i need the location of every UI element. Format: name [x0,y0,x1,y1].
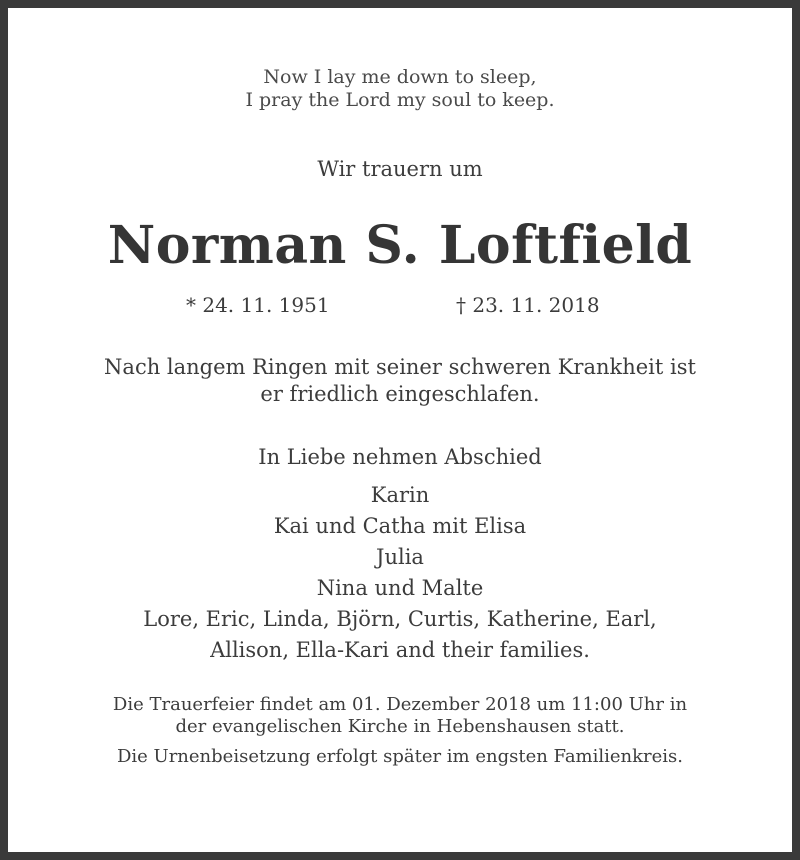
mourner-line: Kai und Catha mit Elisa [273,514,527,538]
message-line-2: er friedlich eingeschlafen. [260,382,540,406]
birth-date: * 24. 11. 1951 [186,293,330,317]
service-line-2: der evangelischen Kirche in Hebenshausen statt. [175,716,625,737]
verse [8,66,792,112]
verse-line-1: Now I lay me down to sleep, [263,66,537,88]
service-line-1: Die Trauerfeier findet am 01. Dezember 2018 um 11:00 Uhr in [112,694,688,715]
mourner-line: Nina und Malte [316,576,484,600]
message-line-1: Nach langem Ringen mit seiner schweren Krankheit ist [104,355,696,379]
burial-info: Die Urnenbeisetzung erfolgt später im engsten Familienkreis. [116,746,684,767]
deceased-name: Norman S. Loftfield [107,215,693,276]
death-date: † 23. 11. 2018 [456,293,600,317]
mourners-list [8,480,792,666]
mourner-line: Julia [376,545,424,569]
farewell-heading: In Liebe nehmen Abschied [258,445,542,469]
intro-text: Wir trauern um [317,157,483,181]
mourner-line: Karin [370,483,430,507]
mourner-line: Lore, Eric, Linda, Björn, Curtis, Katherine, Earl, [143,607,657,631]
service-info [8,694,792,738]
verse-line-2: I pray the Lord my soul to keep. [245,89,555,111]
mourner-line: Allison, Ella-Kari and their families. [210,638,590,662]
death-message [8,354,792,408]
